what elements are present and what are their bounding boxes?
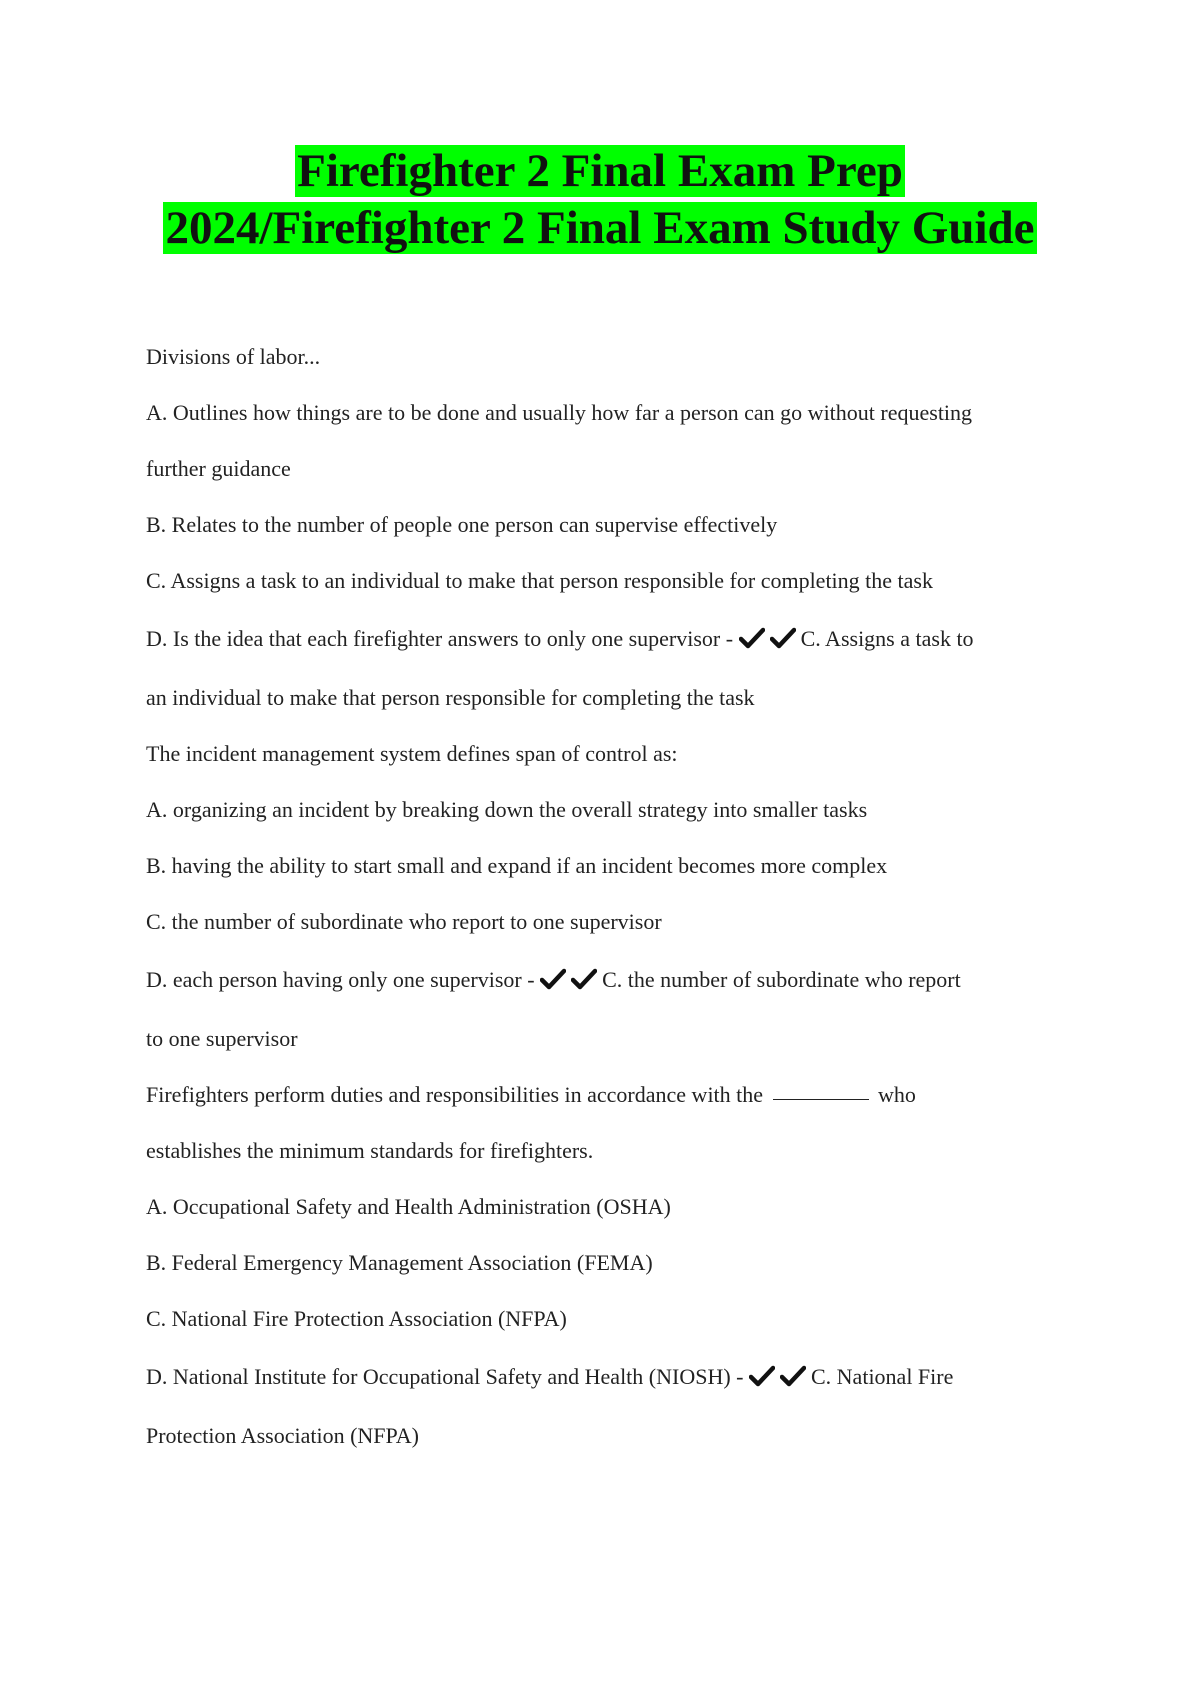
document-body <box>146 333 1066 1468</box>
question-2-answer-cont: to one supervisor <box>146 1026 298 1051</box>
question-1-answer: C. Assigns a task to <box>800 626 974 651</box>
question-3-option-b: B. Federal Emergency Management Association (FEMA) <box>146 1250 653 1275</box>
question-3-option-d <box>146 1351 1066 1412</box>
question-1-option-c: C. Assigns a task to an individual to make that person responsible for completing the task <box>146 568 933 593</box>
check-icon <box>770 627 798 649</box>
check-icon <box>780 1365 808 1387</box>
question-3-prompt-text: Firefighters perform duties and responsibilities in accordance with the <box>146 1082 764 1107</box>
question-2-option-b: B. having the ability to start small and expand if an incident becomes more complex <box>146 853 888 878</box>
question-1-prompt: Divisions of labor... <box>146 344 321 369</box>
question-3-option-a: A. Occupational Safety and Health Administration (OSHA) <box>146 1194 671 1219</box>
check-icon <box>749 1365 777 1387</box>
question-1-option-b: B. Relates to the number of people one person can supervise effectively <box>146 512 778 537</box>
check-icon <box>739 627 767 649</box>
question-2-option-c: C. the number of subordinate who report to one supervisor <box>146 909 662 934</box>
question-2-answer: C. the number of subordinate who report <box>602 967 961 992</box>
question-1-option-a: A. Outlines how things are to be done and usually how far a person can go without requesting <box>146 400 973 425</box>
question-1-option-d-text: D. Is the idea that each firefighter answers to only one supervisor - <box>146 626 734 651</box>
check-icon <box>571 968 599 990</box>
check-icon <box>540 968 568 990</box>
title-line-2: 2024/Firefighter 2 Final Exam Study Guide <box>165 202 1035 254</box>
question-1-answer-cont: an individual to make that person responsible for completing the task <box>146 685 755 710</box>
question-3-answer-cont: Protection Association (NFPA) <box>146 1423 419 1448</box>
question-3-answer: C. National Fire <box>811 1364 954 1389</box>
document-title <box>0 143 1200 257</box>
question-3-prompt <box>146 1071 1066 1127</box>
question-3-prompt-cont: establishes the minimum standards for firefighters. <box>146 1138 594 1163</box>
question-3-prompt-text-end: who <box>878 1082 916 1107</box>
question-2-option-d <box>146 954 1066 1015</box>
fill-in-blank <box>773 1099 869 1100</box>
question-3-option-d-text: D. National Institute for Occupational Safety and Health (NIOSH) - <box>146 1364 744 1389</box>
question-1-option-a-cont: further guidance <box>146 456 291 481</box>
question-2-option-a: A. organizing an incident by breaking down the overall strategy into smaller tasks <box>146 797 868 822</box>
title-line-1: Firefighter 2 Final Exam Prep <box>297 145 903 197</box>
question-2-option-d-text: D. each person having only one supervisor - <box>146 967 535 992</box>
question-2-prompt: The incident management system defines span of control as: <box>146 741 678 766</box>
question-3-option-c: C. National Fire Protection Association (NFPA) <box>146 1306 567 1331</box>
question-1-option-d <box>146 613 1066 674</box>
